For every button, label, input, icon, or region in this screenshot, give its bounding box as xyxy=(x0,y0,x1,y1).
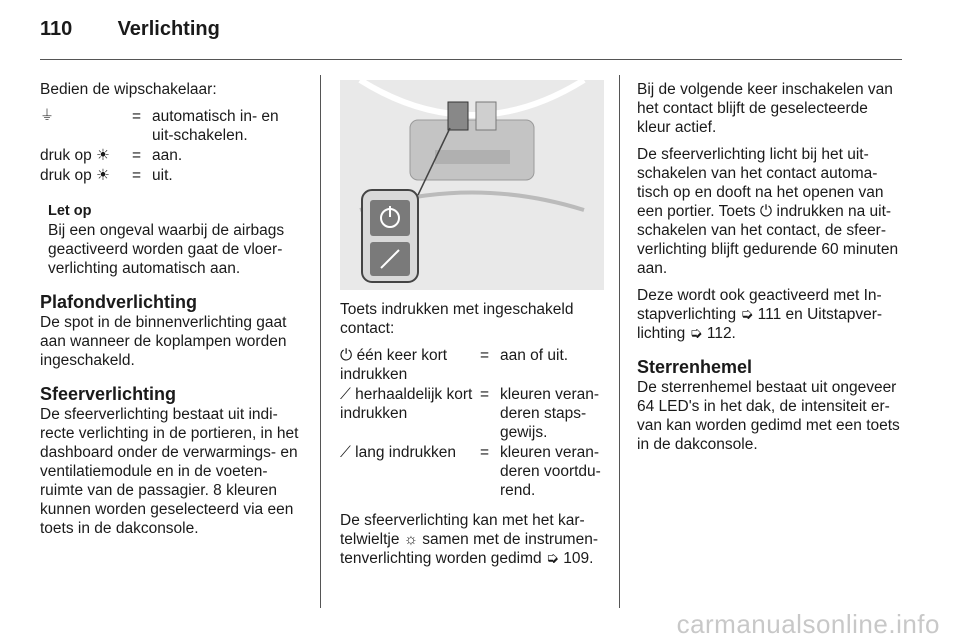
definition-value: aan of uit. xyxy=(500,347,569,364)
header-rule xyxy=(40,59,902,60)
paragraph: De sfeerverlichting licht bij het uit-schakelen van het contact automa-tisch op en dooft na het openen van een portier. Toets ⏻ indrukken na uit-schakelen van het contact, de sfeer-verlichting blijft gedurende 60 minuten aan. xyxy=(637,146,899,277)
definition-key: ⏻ één keer kort indrukken xyxy=(340,347,448,383)
note-text: Bij een ongeval waarbij de airbags geactiveerd worden gaat de vloer-verlichting automatisch aan. xyxy=(48,222,285,277)
definition-value: kleuren veran-deren voortdu-rend. xyxy=(500,444,601,499)
definition-row xyxy=(340,385,604,443)
intro-text: Toets indrukken met ingeschakeld contact: xyxy=(340,301,574,337)
column-2 xyxy=(340,80,604,576)
definition-eq: = xyxy=(480,444,490,461)
definition-value: uit. xyxy=(152,167,173,184)
watermark: carmanualsonline.info xyxy=(676,609,940,639)
page-title: Verlichting xyxy=(117,18,220,40)
dome-light-photo xyxy=(340,80,604,290)
sfeer-text: De sfeerverlichting bestaat uit indi-recte verlichting in de portieren, in het dashboard onder de verwarmings- en ventilatiemodule en in de voeten-ruimte van de passagier. 8 kleuren kunnen worden geselecteerd via een toets in de dakconsole. xyxy=(40,406,299,537)
definition-value: automatisch in- en uit-schakelen. xyxy=(152,108,279,144)
definition-key: ⏚ xyxy=(40,108,54,124)
sterren-text: De sterrenhemel bestaat uit ongeveer 64 LED's in het dak, de intensiteit er-van kan worden gedimd met een toets in de dakconsole. xyxy=(637,379,900,453)
definition-row xyxy=(340,443,604,501)
note-label: Let op xyxy=(48,203,92,219)
page-number: 110 xyxy=(40,18,73,40)
intro-text: Bedien de wipschakelaar: xyxy=(40,81,217,98)
dimming-text: De sfeerverlichting kan met het kar-telwieltje ☼ samen met de instrumen-tenverlichting worden gedimd ➭ 109. xyxy=(340,512,598,567)
note-box xyxy=(48,202,304,278)
button-definitions xyxy=(340,346,604,501)
definition-eq: = xyxy=(132,147,142,164)
column-1 xyxy=(40,80,304,546)
column-3 xyxy=(637,80,903,462)
plafond-text: De spot in de binnenverlichting gaat aan wanneer de koplampen worden ingeschakeld. xyxy=(40,314,287,369)
definition-row xyxy=(40,107,304,146)
definition-eq: = xyxy=(132,167,142,184)
paragraph: Deze wordt ook geactiveerd met In-stapverlichting ➭ 111 en Uitstapver-lichting ➭ 112. xyxy=(637,287,883,342)
page-header xyxy=(40,18,220,41)
definition-key: druk op ☀ xyxy=(40,167,110,184)
heading-sfeerverlichting: Sfeerverlichting xyxy=(40,384,177,404)
definition-row xyxy=(40,166,304,186)
definition-eq: = xyxy=(480,347,490,364)
definition-eq: = xyxy=(132,108,142,125)
column-divider-2 xyxy=(619,75,620,608)
definition-eq: = xyxy=(480,386,490,403)
definition-key: ⟋ herhaaldelijk kort indrukken xyxy=(340,386,473,422)
dome-light-illustration xyxy=(340,80,604,290)
switch-definitions xyxy=(40,107,304,186)
heading-plafondverlichting: Plafondverlichting xyxy=(40,292,198,312)
definition-row xyxy=(340,346,604,385)
definition-value: aan. xyxy=(152,147,183,164)
column-divider-1 xyxy=(320,75,321,608)
definition-value: kleuren veran-deren staps-gewijs. xyxy=(500,386,600,441)
heading-sterrenhemel: Sterrenhemel xyxy=(637,357,753,377)
paragraph: Bij de volgende keer inschakelen van het contact blijft de geselecteerde kleur actief. xyxy=(637,81,893,136)
definition-key: ⟋ lang indrukken xyxy=(340,444,456,461)
definition-key: druk op ☀ xyxy=(40,147,110,164)
definition-row xyxy=(40,146,304,166)
